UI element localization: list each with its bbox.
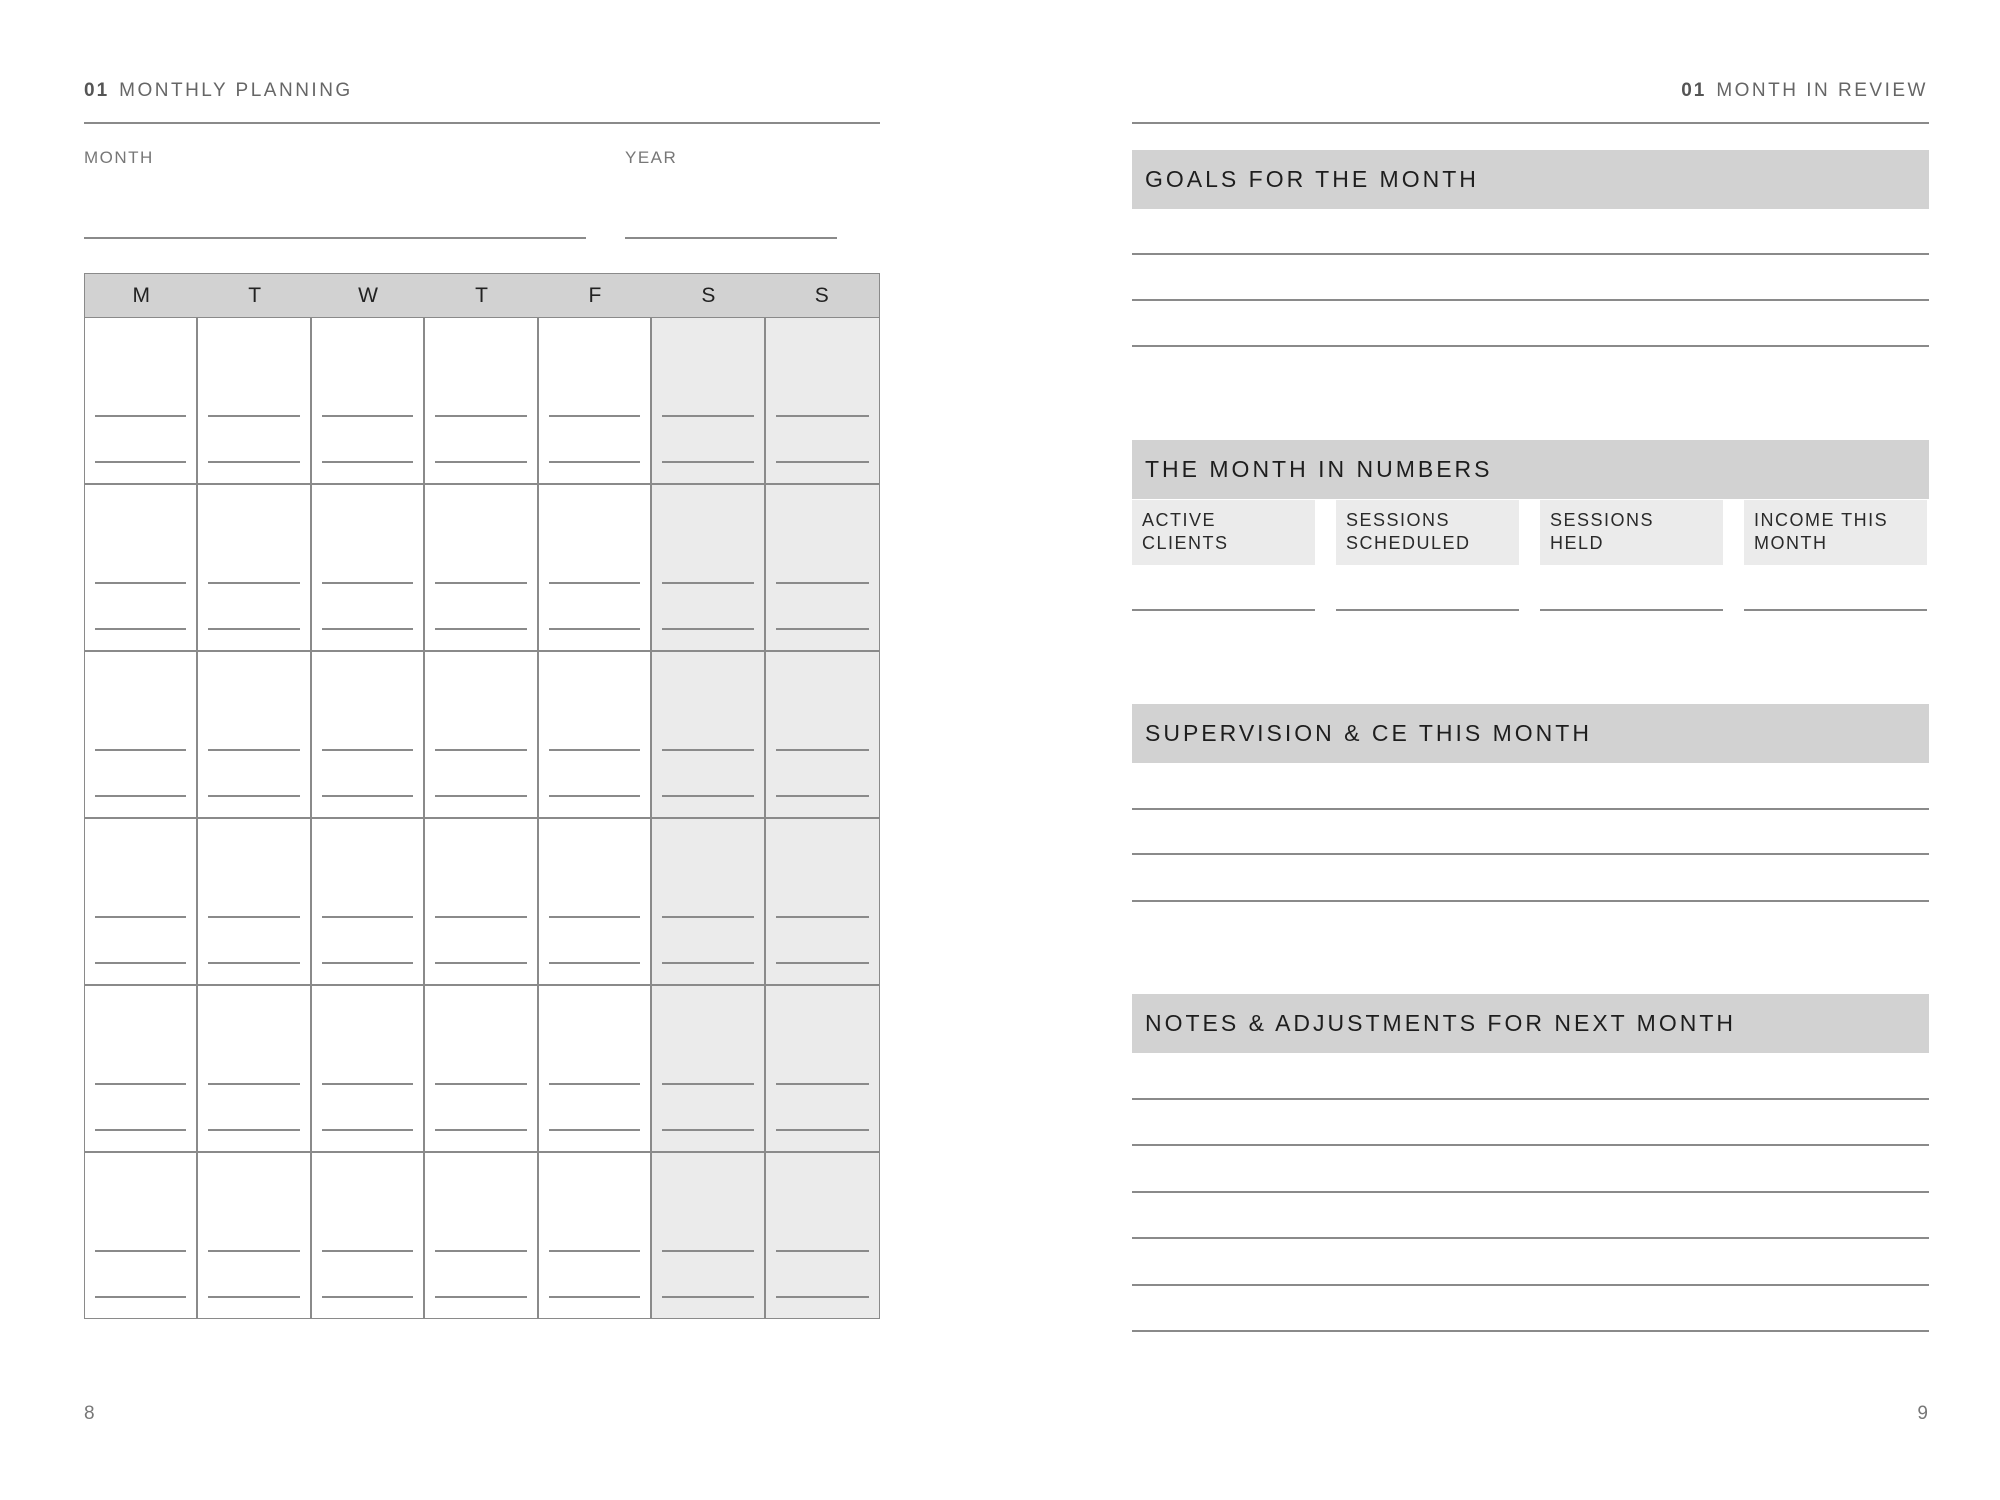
stat-label-line: CLIENTS	[1142, 533, 1229, 553]
notes-line[interactable]	[1132, 1330, 1929, 1332]
calendar-day-cell[interactable]	[652, 652, 765, 819]
day-cell-line	[662, 628, 753, 630]
calendar-day-cell[interactable]	[766, 318, 879, 485]
calendar-day-cell[interactable]	[85, 819, 198, 986]
stat-income-this-month	[1744, 500, 1927, 565]
calendar-day-cell[interactable]	[85, 986, 198, 1153]
right-page	[1000, 0, 2000, 1500]
day-cell-line	[549, 962, 640, 964]
day-cell-line	[549, 1250, 640, 1252]
day-cell-line	[95, 749, 186, 751]
calendar-day-cell[interactable]	[766, 485, 879, 652]
day-cell-line	[776, 1083, 869, 1085]
calendar-day-cell[interactable]	[312, 485, 425, 652]
day-cell-line	[95, 1250, 186, 1252]
calendar-day-cell[interactable]	[539, 819, 652, 986]
day-cell-line	[208, 962, 299, 964]
day-cell-line	[549, 582, 640, 584]
supervision-line[interactable]	[1132, 808, 1929, 810]
day-cell-line	[662, 415, 753, 417]
weekday-wednesday: W	[358, 283, 379, 307]
day-cell-line	[322, 1250, 413, 1252]
day-cell-line	[776, 916, 869, 918]
day-cell-line	[322, 916, 413, 918]
day-cell-line	[662, 795, 753, 797]
day-cell-line	[435, 461, 526, 463]
stat-active-clients	[1132, 500, 1315, 565]
month-label: MONTH	[84, 148, 154, 167]
day-cell-line	[435, 916, 526, 918]
weekday-monday: M	[132, 283, 151, 307]
calendar-day-cell[interactable]	[198, 652, 311, 819]
calendar-grid	[84, 318, 880, 1319]
calendar-day-cell[interactable]	[652, 1153, 765, 1318]
supervision-line[interactable]	[1132, 853, 1929, 855]
monthly-calendar	[84, 273, 880, 1319]
day-cell-line	[322, 415, 413, 417]
calendar-day-cell[interactable]	[312, 1153, 425, 1318]
calendar-day-cell[interactable]	[198, 318, 311, 485]
day-cell-line	[95, 962, 186, 964]
day-cell-line	[549, 628, 640, 630]
stat-label-line: ACTIVE	[1142, 510, 1217, 530]
notes-line[interactable]	[1132, 1237, 1929, 1239]
income-field[interactable]	[1744, 609, 1927, 611]
page-header-monthly-planning	[84, 80, 353, 102]
day-cell-line	[776, 1296, 869, 1298]
calendar-day-cell[interactable]	[766, 1153, 879, 1318]
goals-line[interactable]	[1132, 345, 1929, 347]
weekday-thursday: T	[475, 283, 489, 307]
day-cell-line	[435, 795, 526, 797]
goals-line[interactable]	[1132, 299, 1929, 301]
calendar-day-cell[interactable]	[198, 485, 311, 652]
page-number-right: 9	[1917, 1403, 1928, 1424]
day-cell-line	[549, 1083, 640, 1085]
calendar-day-cell[interactable]	[766, 986, 879, 1153]
day-cell-line	[208, 415, 299, 417]
calendar-day-cell[interactable]	[425, 485, 538, 652]
numbers-section-heading: THE MONTH IN NUMBERS	[1132, 440, 1929, 499]
day-cell-line	[435, 628, 526, 630]
notes-line[interactable]	[1132, 1191, 1929, 1193]
page-number-left: 8	[84, 1403, 95, 1424]
day-cell-line	[95, 582, 186, 584]
day-cell-line	[208, 916, 299, 918]
section-number: 01	[84, 80, 110, 101]
day-cell-line	[208, 461, 299, 463]
calendar-day-cell[interactable]	[312, 318, 425, 485]
day-cell-line	[435, 582, 526, 584]
day-cell-line	[776, 582, 869, 584]
day-cell-line	[776, 795, 869, 797]
supervision-line[interactable]	[1132, 900, 1929, 902]
page-header-month-in-review	[1681, 80, 1928, 102]
stat-sessions-held	[1540, 500, 1723, 565]
calendar-day-cell[interactable]	[198, 1153, 311, 1318]
page-title: MONTHLY PLANNING	[119, 80, 353, 101]
day-cell-line	[776, 415, 869, 417]
day-cell-line	[208, 1250, 299, 1252]
weekday-saturday: S	[701, 283, 717, 307]
notes-line[interactable]	[1132, 1284, 1929, 1286]
calendar-day-cell[interactable]	[539, 318, 652, 485]
notes-line[interactable]	[1132, 1098, 1929, 1100]
day-cell-line	[208, 582, 299, 584]
day-cell-line	[208, 795, 299, 797]
day-cell-line	[549, 749, 640, 751]
calendar-day-cell[interactable]	[766, 652, 879, 819]
calendar-day-cell[interactable]	[425, 1153, 538, 1318]
day-cell-line	[662, 1296, 753, 1298]
calendar-day-cell[interactable]	[652, 819, 765, 986]
calendar-day-cell[interactable]	[652, 318, 765, 485]
calendar-day-cell[interactable]	[652, 485, 765, 652]
calendar-day-cell[interactable]	[85, 318, 198, 485]
calendar-day-cell[interactable]	[539, 652, 652, 819]
stat-sessions-scheduled	[1336, 500, 1519, 565]
day-cell-line	[435, 1296, 526, 1298]
weekday-tuesday: T	[248, 283, 263, 307]
supervision-section-heading: SUPERVISION & CE THIS MONTH	[1132, 704, 1929, 763]
day-cell-line	[322, 1129, 413, 1131]
calendar-day-cell[interactable]	[312, 819, 425, 986]
day-cell-line	[776, 628, 869, 630]
day-cell-line	[95, 461, 186, 463]
stat-label-line: INCOME THIS	[1754, 510, 1889, 530]
day-cell-line	[95, 415, 186, 417]
calendar-day-cell[interactable]	[312, 986, 425, 1153]
day-cell-line	[95, 628, 186, 630]
day-cell-line	[776, 1129, 869, 1131]
day-cell-line	[322, 962, 413, 964]
day-cell-line	[435, 415, 526, 417]
page-title: MONTH IN REVIEW	[1716, 80, 1928, 101]
stat-label-line: HELD	[1550, 533, 1605, 553]
day-cell-line	[208, 1083, 299, 1085]
section-number: 01	[1681, 80, 1707, 101]
day-cell-line	[662, 1083, 753, 1085]
day-cell-line	[549, 916, 640, 918]
stat-label-line: SESSIONS	[1550, 510, 1655, 530]
day-cell-line	[95, 1129, 186, 1131]
day-cell-line	[322, 795, 413, 797]
calendar-day-cell[interactable]	[85, 485, 198, 652]
day-cell-line	[662, 962, 753, 964]
year-field[interactable]	[625, 237, 837, 239]
notes-line[interactable]	[1132, 1144, 1929, 1146]
calendar-day-cell[interactable]	[198, 986, 311, 1153]
day-cell-line	[435, 962, 526, 964]
day-cell-line	[776, 461, 869, 463]
day-cell-line	[435, 1083, 526, 1085]
day-cell-line	[549, 1129, 640, 1131]
day-cell-line	[662, 1129, 753, 1131]
day-cell-line	[662, 916, 753, 918]
calendar-day-cell[interactable]	[85, 652, 198, 819]
day-cell-line	[208, 628, 299, 630]
day-cell-line	[322, 628, 413, 630]
sessions-held-field[interactable]	[1540, 609, 1723, 611]
day-cell-line	[662, 582, 753, 584]
day-cell-line	[95, 1083, 186, 1085]
day-cell-line	[208, 749, 299, 751]
day-cell-line	[549, 1296, 640, 1298]
day-cell-line	[435, 749, 526, 751]
calendar-day-cell[interactable]	[539, 1153, 652, 1318]
calendar-day-cell[interactable]	[198, 819, 311, 986]
day-cell-line	[776, 749, 869, 751]
calendar-day-cell[interactable]	[425, 318, 538, 485]
day-cell-line	[322, 461, 413, 463]
calendar-day-cell[interactable]	[425, 652, 538, 819]
header-rule	[1132, 122, 1929, 124]
sessions-scheduled-field[interactable]	[1336, 609, 1519, 611]
calendar-day-cell[interactable]	[312, 652, 425, 819]
notes-section-heading: NOTES & ADJUSTMENTS FOR NEXT MONTH	[1132, 994, 1929, 1053]
day-cell-line	[549, 415, 640, 417]
calendar-day-cell[interactable]	[539, 986, 652, 1153]
month-field[interactable]	[84, 237, 586, 239]
goals-line[interactable]	[1132, 253, 1929, 255]
calendar-day-cell[interactable]	[425, 986, 538, 1153]
day-cell-line	[322, 582, 413, 584]
day-cell-line	[776, 1250, 869, 1252]
calendar-day-cell[interactable]	[652, 986, 765, 1153]
day-cell-line	[549, 461, 640, 463]
day-cell-line	[435, 1129, 526, 1131]
weekday-sunday: S	[814, 283, 830, 307]
day-cell-line	[322, 1296, 413, 1298]
calendar-day-cell[interactable]	[425, 819, 538, 986]
calendar-day-cell[interactable]	[85, 1153, 198, 1318]
day-cell-line	[776, 962, 869, 964]
goals-section-heading: GOALS FOR THE MONTH	[1132, 150, 1929, 209]
day-cell-line	[435, 1250, 526, 1252]
stat-label-line: MONTH	[1754, 533, 1828, 553]
stat-label-line: SCHEDULED	[1346, 533, 1471, 553]
day-cell-line	[662, 1250, 753, 1252]
calendar-day-cell[interactable]	[539, 485, 652, 652]
weekday-friday: F	[588, 283, 603, 307]
day-cell-line	[95, 1296, 186, 1298]
day-cell-line	[208, 1296, 299, 1298]
day-cell-line	[662, 461, 753, 463]
day-cell-line	[208, 1129, 299, 1131]
year-label: YEAR	[625, 148, 678, 167]
day-cell-line	[95, 795, 186, 797]
header-rule	[84, 122, 880, 124]
day-cell-line	[549, 795, 640, 797]
active-clients-field[interactable]	[1132, 609, 1315, 611]
stat-label-line: SESSIONS	[1346, 510, 1451, 530]
day-cell-line	[322, 749, 413, 751]
calendar-day-cell[interactable]	[766, 819, 879, 986]
calendar-weekday-header	[84, 273, 880, 318]
day-cell-line	[662, 749, 753, 751]
day-cell-line	[322, 1083, 413, 1085]
day-cell-line	[95, 916, 186, 918]
